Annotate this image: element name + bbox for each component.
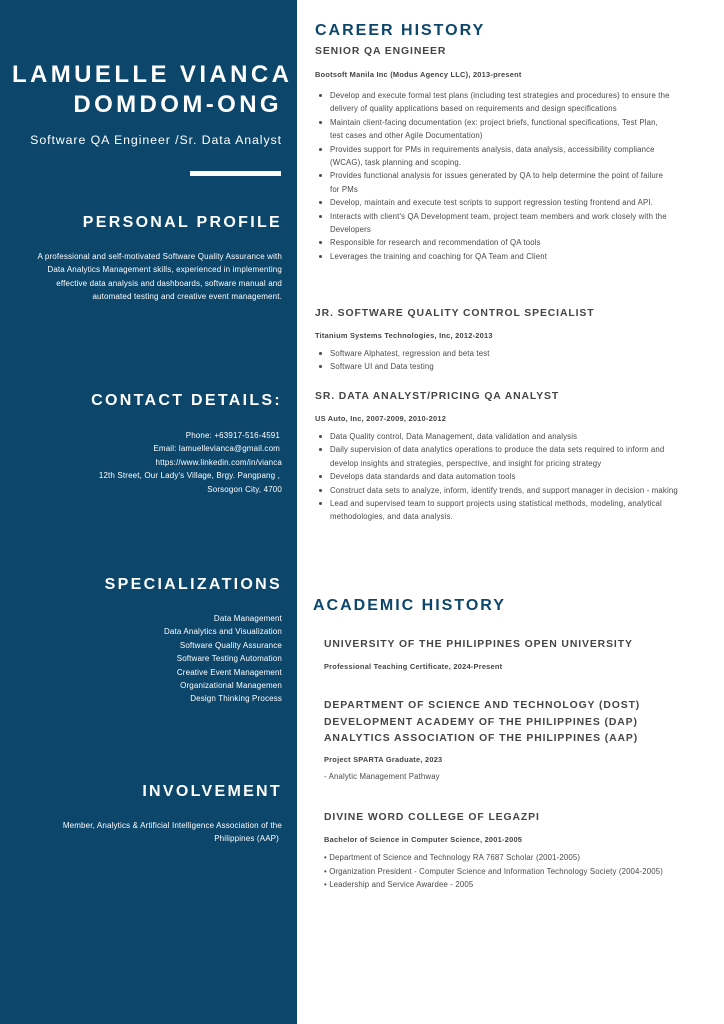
education-notes — [324, 770, 440, 784]
education-note: - Analytic Management Pathway — [324, 772, 440, 781]
specialization-item: Data Management — [213, 614, 282, 623]
job-subtitle: Software QA Engineer /Sr. Data Analyst — [30, 133, 282, 147]
specialization-item: Data Analytics and Visualization — [163, 627, 282, 637]
list-item: Develop, maintain and execute test scripts to support regression testing frontend and API. — [315, 196, 673, 209]
list-item: Lead and supervised team to support projects using statistical methods, modeling, analytical methodologies, and data analysis. — [315, 497, 685, 524]
list-item: Provides support for PMs in requirements analysis, data analysis, accessibility compliance (WCAG), task planning and scoping. — [315, 143, 673, 170]
involvement-heading: INVOLVEMENT — [142, 783, 282, 800]
specialization-item: Creative Event Management — [176, 667, 282, 677]
specialization-item: Organizational Managemen — [180, 681, 282, 691]
job-company: Bootsoft Manila Inc (Modus Agency LLC), 2013-present — [315, 70, 522, 79]
job-company: Titanium Systems Technologies, Inc, 2012-2013 — [315, 331, 493, 340]
education-title — [324, 810, 540, 827]
involvement-line-2: Philippines (AAP) — [214, 834, 279, 844]
personal-profile-heading: PERSONAL PROFILE — [82, 214, 282, 231]
education-detail: Project SPARTA Graduate, 2023 — [324, 755, 443, 764]
education-detail: Professional Teaching Certificate, 2024-Present — [324, 662, 503, 671]
divider — [190, 171, 281, 176]
education-title — [324, 637, 633, 654]
specialization-item: Software Quality Assurance — [179, 640, 282, 650]
job-bullets — [315, 89, 673, 263]
job-title: SENIOR QA ENGINEER — [315, 46, 447, 57]
contact-heading: CONTACT DETAILS: — [91, 392, 282, 409]
contact-list — [22, 429, 282, 496]
name-line-2: DOMDOM-ONG — [73, 91, 282, 118]
education-notes — [324, 851, 663, 892]
education-title — [324, 698, 640, 748]
main-content — [297, 0, 724, 1024]
involvement-line-1: Member, Analytics & Artificial Intelligence Association of the — [62, 821, 282, 830]
education-note: • Department of Science and Technology RA 7687 Scholar (2001-2005) — [324, 853, 581, 862]
academic-history-heading: ACADEMIC HISTORY — [313, 597, 506, 614]
education-title-line: DEPARTMENT OF SCIENCE AND TECHNOLOGY (DOST) — [324, 700, 641, 711]
education-title-line: DIVINE WORD COLLEGE OF LEGAZPI — [324, 812, 540, 823]
list-item: Data Quality control, Data Management, data validation and analysis — [315, 430, 685, 443]
list-item: Responsible for research and recommendation of QA tools — [315, 236, 673, 249]
job-bullets — [315, 347, 675, 374]
job-title: JR. SOFTWARE QUALITY CONTROL SPECIALIST — [315, 308, 595, 319]
list-item: Software UI and Data testing — [315, 360, 675, 373]
career-history-heading: CAREER HISTORY — [315, 22, 486, 39]
personal-profile-text: A professional and self-motivated Software Quality Assurance with Data Analytics Management skills, experienced in implementing effective data analysis and dashboards, software manual and automated testing and creative event management. — [37, 252, 282, 302]
full-name — [12, 60, 293, 120]
education-title-line: ANALYTICS ASSOCIATION OF THE PHILIPPINES (AAP) — [324, 733, 639, 744]
list-item: Develops data standards and data automation tools — [315, 470, 685, 483]
contact-address-line-1: 12th Street, Our Lady's Village, Brgy. Pangpang , — [98, 471, 280, 481]
job-title: SR. DATA ANALYST/PRICING QA ANALYST — [315, 391, 560, 402]
specialization-item: Design Thinking Process — [190, 694, 282, 704]
list-item: Software Alphatest, regression and beta test — [315, 347, 675, 360]
name-line-1: LAMUELLE VIANCA — [12, 61, 293, 88]
education-note: • Organization President - Computer Science and Information Technology Society (2004-2005) — [324, 866, 663, 876]
education-note: • Leadership and Service Awardee - 2005 — [324, 880, 474, 889]
job-bullets — [315, 430, 685, 524]
contact-email: Email: lamuellevianca@gmail.com — [153, 444, 280, 454]
contact-linkedin: https://www.linkedin.com/in/vianca — [155, 457, 282, 467]
list-item: Interacts with client's QA Development team, project team members and work closely with the Developers — [315, 210, 673, 237]
list-item: Maintain client-facing documentation (ex: project briefs, functional specifications, Test Plan, test cases and other Agile Documentation) — [315, 116, 673, 143]
specialization-item: Software Testing Automation — [176, 654, 282, 664]
contact-address-line-2: Sorsogon City, 4700 — [207, 484, 282, 494]
involvement-text — [22, 819, 282, 846]
contact-phone: Phone: +63917-516-4591 — [185, 431, 280, 440]
sidebar — [0, 0, 297, 1024]
list-item: Provides functional analysis for issues generated by QA to help determine the point of failure for PMs — [315, 169, 673, 196]
list-item: Construct data sets to analyze, inform, identify trends, and support manager in decision - making — [315, 484, 685, 497]
list-item: Daily supervision of data analytics operations to produce the data sets required to inform and develop insights and strategies, perspective, and insight for pricing strategy — [315, 443, 685, 470]
specializations-list — [22, 612, 282, 706]
list-item: Leverages the training and coaching for QA Team and Client — [315, 250, 673, 263]
education-detail: Bachelor of Science in Computer Science, 2001-2005 — [324, 835, 523, 844]
education-title-line: UNIVERSITY OF THE PHILIPPINES OPEN UNIVERSITY — [324, 639, 633, 650]
job-company: US Auto, Inc, 2007-2009, 2010-2012 — [315, 414, 447, 423]
education-title-line: DEVELOPMENT ACADEMY OF THE PHILIPPINES (DAP) — [324, 716, 638, 728]
list-item: Develop and execute formal test plans (including test strategies and procedures) to ensure the delivery of quality applications based on requirements and design specifications — [315, 89, 673, 116]
specializations-heading: SPECIALIZATIONS — [104, 576, 282, 593]
